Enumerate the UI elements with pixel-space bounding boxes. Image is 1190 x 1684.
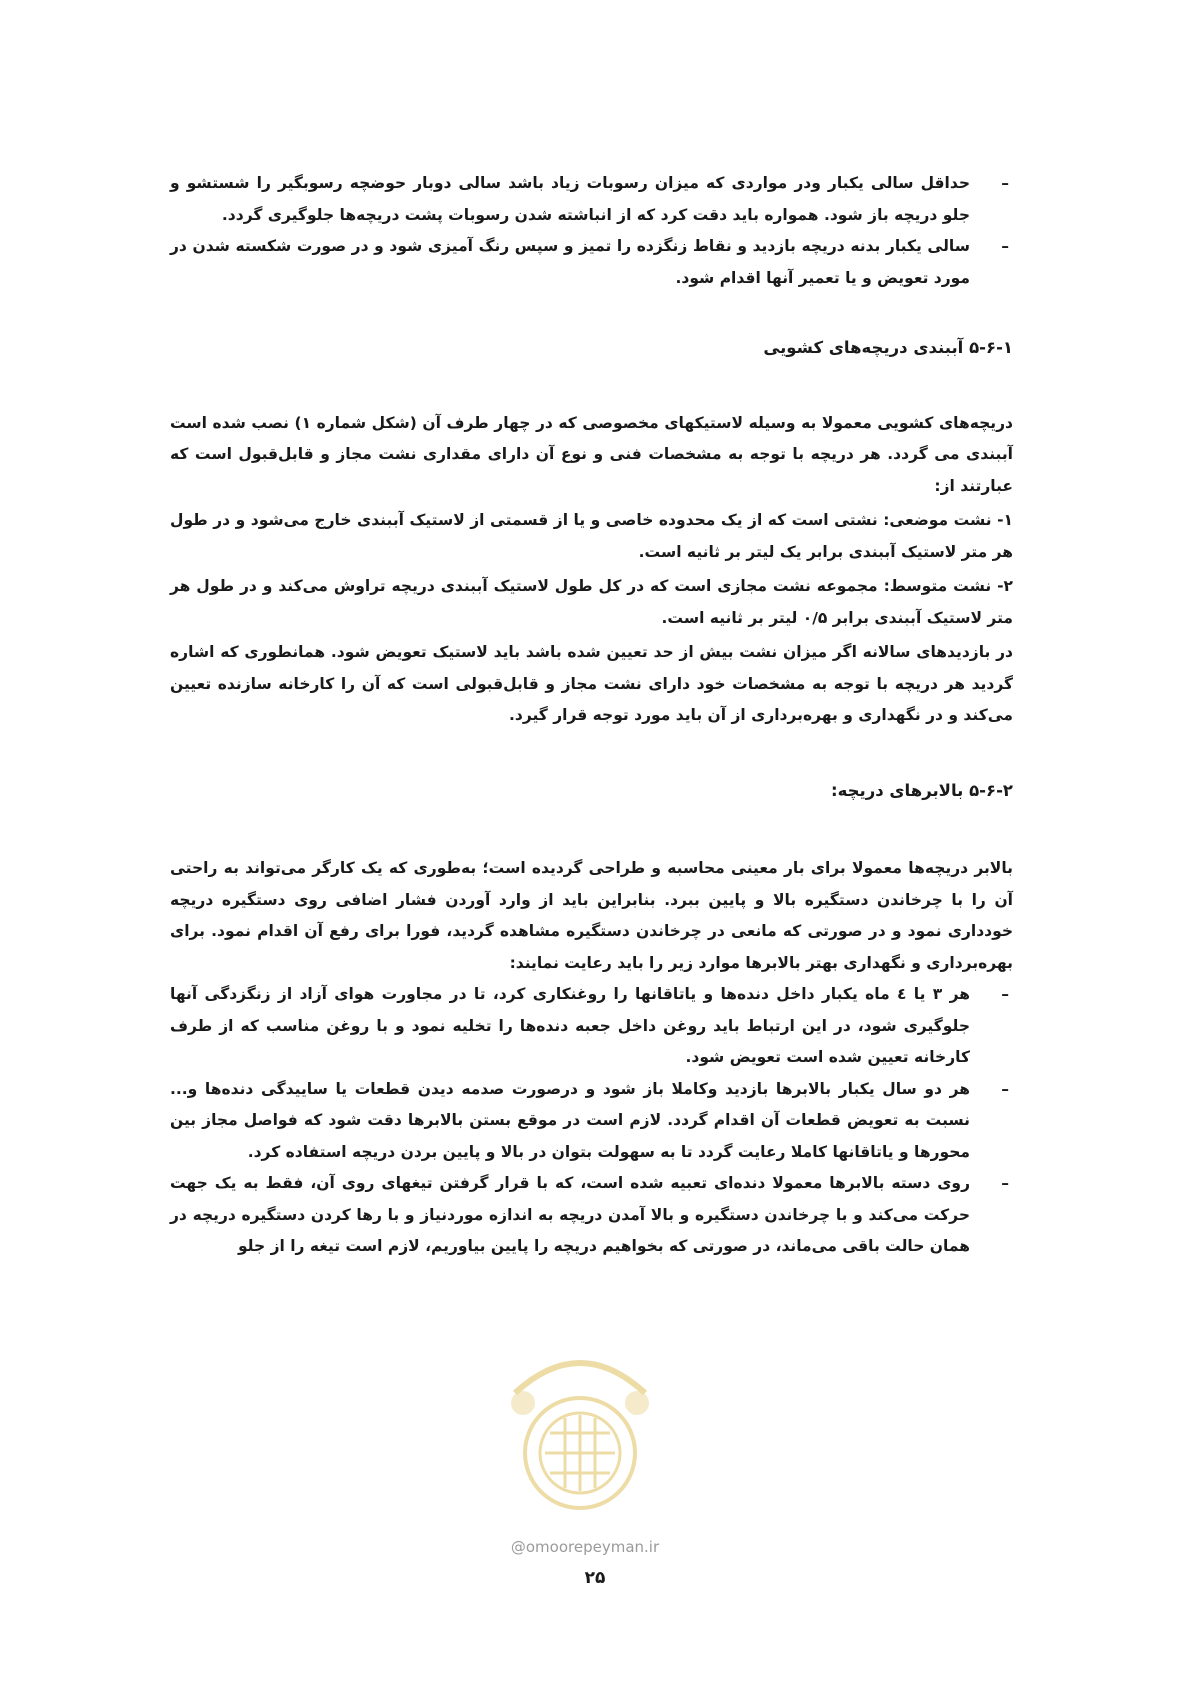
paragraph: بالابر دریچه‌ها معمولا برای بار معینی محاسبه و طراحی گردیده است؛ به‌طوری که یک کارگر می‌تواند به راحتی آن را با چرخاندن دستگیره بالا و پایین ببرد. بنابراین باید از وارد آوردن فشار اضافی روی دستگیره دریچه خودداری نمود و در صورتی که مانعی در چرخاندن دستگیره مشاهده گردید، فورا برای رفع آن اقدام نمود. برای بهره‌برداری و نگهداری بهتر بالابرها موارد زیر را باید رعایت نمایند: <box>170 859 1013 972</box>
list-item <box>170 231 1013 294</box>
list-item <box>170 1074 1013 1169</box>
page-number: ۲۵ <box>584 1568 606 1588</box>
section-heading: ۵-۶-۲ بالابرهای دریچه: <box>831 780 1013 800</box>
bullet-dash: – <box>1001 1174 1009 1192</box>
page-body <box>170 168 1013 1263</box>
list-item <box>170 168 1013 231</box>
bullet-text: روی دسته بالابرها معمولا دنده‌ای تعبیه شده است، که با قرار گرفتن تیغهای روی آن، فقط به یک جهت حرکت می‌کند و با چرخاندن دستگیره و بالا آمدن دریچه به اندازه موردنیاز و با رها کردن دستگیره دریچه در همان حالت باقی می‌ماند، در صورتی که بخواهیم دریچه را پایین بیاوریم، لازم است تیغه را از جلو <box>170 1174 970 1255</box>
list-item <box>170 979 1013 1074</box>
bullet-dash: – <box>1001 237 1009 255</box>
bullet-text: هر ۳ یا ٤ ماه یکبار داخل دنده‌ها و یاتاقانها را روغنکاری کرد، تا در مجاورت هوای آزاد از زنگزدگی آنها جلوگیری شود، در این ارتباط باید روغن داخل جعبه دنده‌ها را تخلیه نمود و با روغن مناسب که از طرف کارخانه تعیین شده است تعویض شود. <box>170 985 970 1066</box>
paragraph: ۲- نشت متوسط: مجموعه نشت مجازی است که در کل طول لاستیک آببندی دریچه تراوش می‌کند و در طول هر متر لاستیک آببندی برابر ۰/۵ لیتر بر ثانیه است. <box>170 577 1013 627</box>
section-heading: ۵-۶-۱ آببندی دریچه‌های کشویی <box>763 338 1013 357</box>
bullet-text: سالی یکبار بدنه دریچه بازدید و نقاط زنگزده را تمیز و سپس رنگ آمیزی شود و در صورت شکسته شدن در مورد تعویض و یا تعمیر آنها اقدام شود. <box>170 237 970 287</box>
paragraph: در بازدیدهای سالانه اگر میزان نشت بیش از حد تعیین شده باشد باید لاستیک تعویض شود. همانطوری که اشاره گردید هر دریچه با توجه به مشخصات خود دارای نشت مجاز و قابل‌قبولی است که آن را کارخانه سازنده تعیین می‌کند و در نگهداری و بهره‌برداری از آن باید مورد توجه قرار گیرد. <box>170 643 1013 724</box>
paragraph: دریچه‌های کشویی معمولا به وسیله لاستیکهای مخصوصی که در چهار طرف آن (شکل شماره ۱) نصب شده است آببندی می گردد. هر دریچه با توجه به مشخصات فنی و نوع آن دارای مقداری نشت مجاز و قابل‌قبول است که عبارتند از: <box>170 413 1013 495</box>
bullet-text: حداقل سالی یکبار ودر مواردی که میزان رسوبات زیاد باشد سالی دوبار حوضچه رسوبگیر را شستشو و جلو دریچه باز شود. همواره باید دقت کرد که از انباشته شدن رسوبات پشت دریچه‌ها جلوگیری گردد. <box>170 174 970 224</box>
bullet-dash: – <box>1001 1079 1009 1098</box>
bullet-text: هر دو سال یکبار بالابرها بازدید وکاملا باز شود و درصورت صدمه دیدن قطعات یا ساییدگی دنده‌ها و... نسبت به تعویض قطعات آن اقدام گردد. لازم است در موقع بستن بالابرها دقت شود که فواصل مجاز بین محورها و یاتاقانها کاملا رعایت گردد تا به سهولت بتوان در بالا و پایین بردن دریچه استفاده کرد. <box>170 1079 970 1161</box>
watermark-logo <box>495 1323 665 1523</box>
bullet-dash: – <box>1001 174 1009 192</box>
paragraph: ۱- نشت موضعی: نشتی است که از یک محدوده خاصی و یا از قسمتی از لاستیک آببندی خارج می‌شود و در طول هر متر لاستیک آببندی برابر یک لیتر بر ثانیه است. <box>170 511 1013 561</box>
watermark-url: @omoorepeyman.ir <box>510 1538 660 1556</box>
list-item <box>170 1168 1013 1263</box>
bullet-dash: – <box>1001 985 1009 1003</box>
